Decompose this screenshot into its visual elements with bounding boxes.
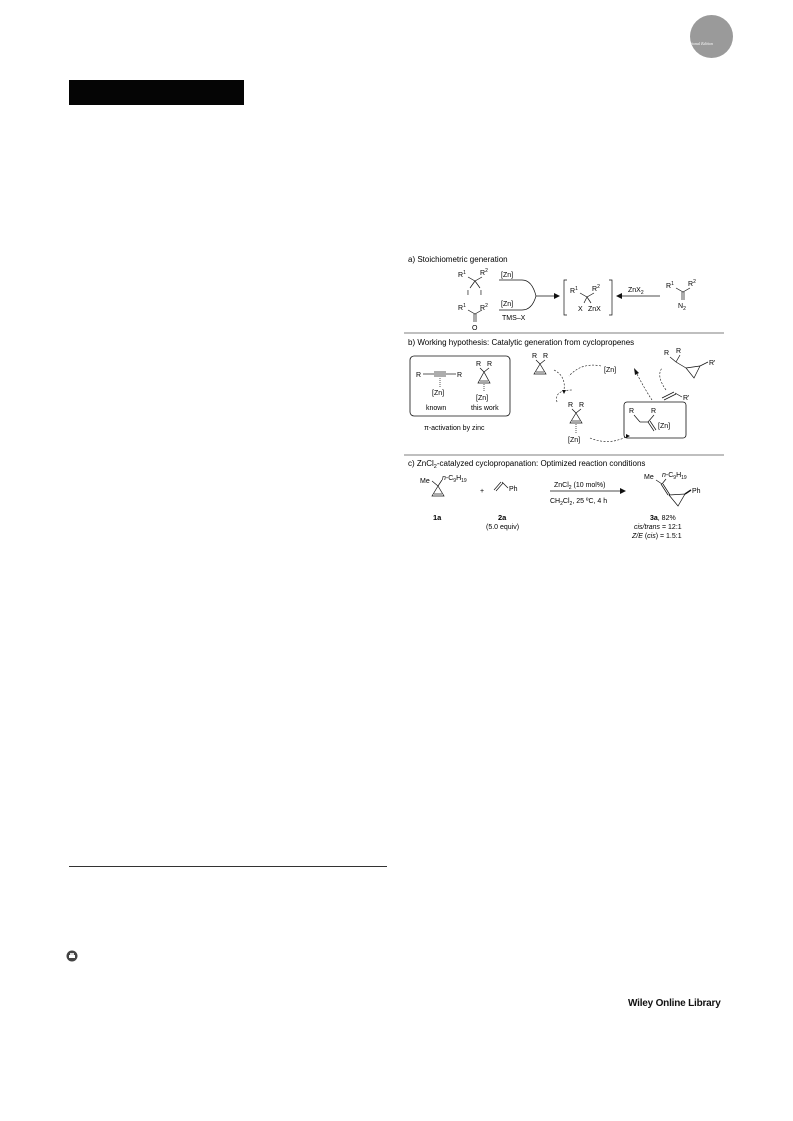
- svg-text:R2: $R^2$: [592, 284, 600, 293]
- svg-text:R2: $R^2$: [688, 279, 696, 288]
- svg-text:R: R: [579, 402, 585, 409]
- svg-text:(5.0 equiv): (5.0 equiv): [486, 524, 520, 531]
- svg-text:I: I: [480, 290, 482, 297]
- carbenoid-structure: [564, 280, 612, 315]
- svg-text:3a, 82%: 3a, 82%: [650, 515, 676, 522]
- compound-2a: [486, 482, 519, 531]
- svg-text:R: R: [476, 361, 482, 368]
- svg-text:R1: $R^1$: [458, 270, 466, 279]
- printer-icon: [66, 950, 78, 962]
- svg-text:Ph: Ph: [509, 486, 518, 493]
- compound-3a: [631, 472, 701, 540]
- svg-text:Me: Me: [420, 478, 430, 485]
- svg-text:[Zn]: [Zn]: [658, 423, 671, 430]
- svg-text:[Zn]: [Zn]: [568, 437, 581, 444]
- pi-activation-caption: π-activation by zinc: [424, 425, 485, 432]
- svg-text:Ph: Ph: [692, 488, 701, 495]
- svg-text:[Zn]: [Zn]: [501, 301, 514, 308]
- panel-c: [408, 459, 701, 540]
- svg-text:R2: $R^2$: [480, 303, 488, 312]
- svg-text:ZnX2: ZnX$_2$: [628, 287, 644, 296]
- svg-text:2a: 2a: [498, 513, 507, 522]
- svg-text:R: R: [457, 372, 463, 379]
- svg-text:N2: $N_2$: [678, 303, 686, 312]
- edition-label: International Edition: [679, 41, 713, 46]
- svg-text:ZnX: ZnX: [588, 306, 601, 313]
- this-work-label: this work: [471, 405, 499, 412]
- svg-text:[Zn]: [Zn]: [476, 395, 489, 402]
- publisher-footer: Wiley Online Library: [628, 998, 721, 1009]
- svg-text:R: R: [532, 353, 538, 360]
- svg-text:TMS–X: TMS–X: [502, 315, 526, 322]
- svg-text:I: I: [467, 290, 469, 297]
- svg-text:[Zn]: [Zn]: [501, 272, 514, 279]
- svg-text:Me: Me: [644, 474, 654, 481]
- svg-text:ZnCl2 (10 mol%): ZnCl$_2$ (10 mol%): [554, 482, 606, 491]
- svg-text:R: R: [543, 353, 549, 360]
- diiodide-structure: [458, 268, 488, 297]
- svg-text:R: R: [651, 408, 657, 415]
- svg-text:cis/trans = 12:1: cis/trans = 12:1: [634, 524, 682, 531]
- panel-a-title: a) Stoichiometric generation: [408, 255, 508, 264]
- svg-text:R2: $R^2$: [480, 268, 488, 277]
- compound-1a: [420, 475, 467, 522]
- section-heading-bar: [69, 80, 244, 105]
- panel-c-title: c) ZnCl$_2$-catalyzed cyclopropanation: Optimized reaction conditions: [408, 459, 646, 470]
- svg-text:R': R': [709, 360, 716, 367]
- svg-text:R: R: [629, 408, 635, 415]
- panel-a: [408, 255, 696, 332]
- svg-text:R1: $R^1$: [666, 281, 674, 290]
- svg-text:[Zn]: [Zn]: [604, 367, 617, 374]
- svg-text:R: R: [487, 361, 493, 368]
- svg-text:R: R: [664, 350, 670, 357]
- diazo-structure: [666, 279, 696, 312]
- svg-text:1a: 1a: [433, 513, 442, 522]
- svg-text:[Zn]: [Zn]: [432, 390, 445, 397]
- svg-text:n-C9H19: $n-C_9H_{19}$: [442, 475, 467, 484]
- footnote-divider: [69, 866, 387, 867]
- panel-b: [408, 338, 715, 444]
- carbonyl-structure: [458, 303, 488, 332]
- svg-text:R: R: [676, 348, 682, 355]
- panel-b-title: b) Working hypothesis: Catalytic generation from cyclopropenes: [408, 338, 635, 347]
- svg-text:CH2Cl2, 25 ºC, 4 h: $CH_2Cl_2$, 25 ºC, 4 h: [550, 498, 608, 507]
- known-label: known: [426, 405, 447, 412]
- svg-text:R': R': [683, 395, 690, 402]
- svg-text:+: +: [480, 488, 485, 495]
- svg-text:Z/E (cis) = 1.5:1: Z/E (cis) = 1.5:1: [632, 533, 682, 540]
- reaction-scheme: [404, 250, 724, 550]
- svg-text:R: R: [568, 402, 574, 409]
- svg-text:R1: $R^1$: [570, 286, 578, 295]
- svg-text:R1: $R^1$: [458, 303, 466, 312]
- journal-logo-icon: [690, 15, 733, 58]
- svg-text:X: X: [578, 306, 583, 313]
- svg-text:n-C9H19: $n-C_9H_{19}$: [662, 472, 687, 481]
- svg-text:O: O: [472, 325, 478, 332]
- svg-text:R: R: [416, 372, 422, 379]
